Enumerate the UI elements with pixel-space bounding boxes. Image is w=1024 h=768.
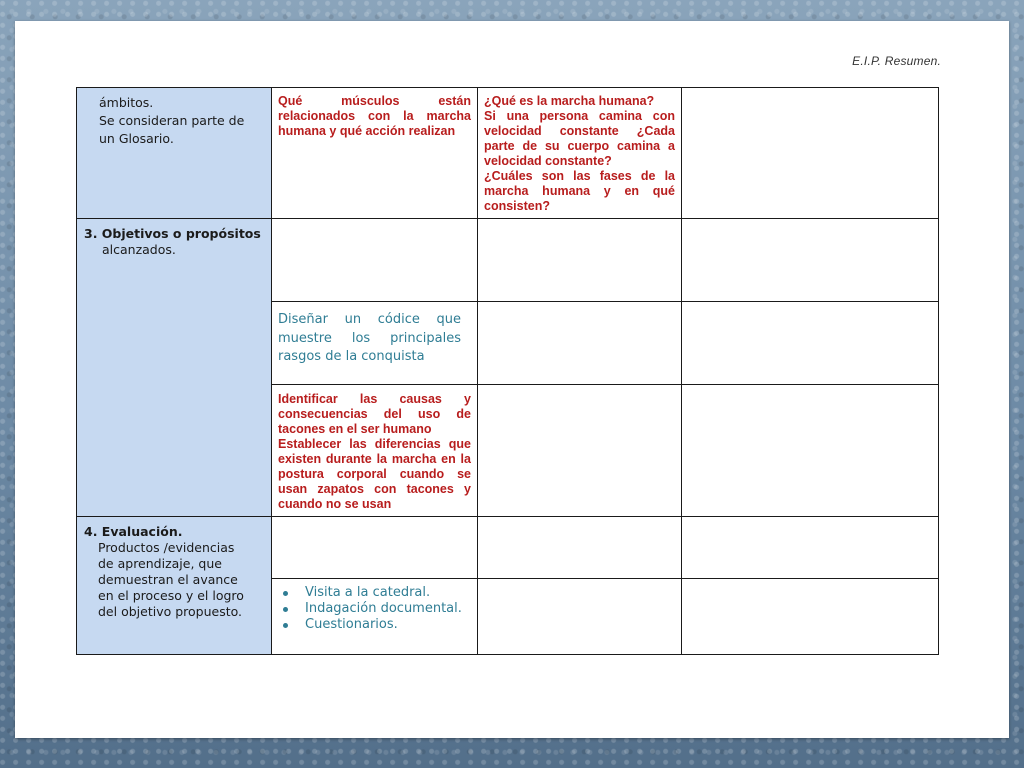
table-cell <box>478 302 682 385</box>
row-label-title: 3. Objetivos o propósitos <box>84 226 261 241</box>
table-cell <box>682 385 939 517</box>
row-label-line: en el proceso y el logro <box>98 588 244 603</box>
evidence-list <box>272 579 477 633</box>
table-cell <box>272 579 478 655</box>
table-cell <box>272 88 478 219</box>
table-cell <box>478 579 682 655</box>
planning-table <box>76 87 939 655</box>
table-cell <box>478 385 682 517</box>
table-cell <box>682 579 939 655</box>
row-label-cell <box>77 88 272 219</box>
row-label-cell <box>77 517 272 655</box>
table-cell <box>272 517 478 579</box>
cell-text: Si una persona camina con velocidad constante ¿Cada parte de su cuerpo camina a velocidad constante? <box>484 109 675 168</box>
table-cell <box>478 517 682 579</box>
table-cell <box>682 302 939 385</box>
table-row <box>77 517 939 579</box>
list-item: Cuestionarios. <box>305 617 477 633</box>
row-label-line: ámbitos. <box>99 95 154 110</box>
bullet-icon <box>283 607 288 612</box>
row-label-line: un Glosario. <box>99 131 174 146</box>
table-cell <box>682 219 939 302</box>
table-cell <box>478 88 682 219</box>
list-item: Visita a la catedral. <box>305 585 477 601</box>
header-note: E.I.P. Resumen. <box>852 54 941 68</box>
row-label-title: 4. Evaluación. <box>84 524 183 539</box>
table-cell <box>272 219 478 302</box>
table-cell <box>478 219 682 302</box>
table-cell <box>272 302 478 385</box>
row-label-line: alcanzados. <box>102 242 176 257</box>
cell-text: Identificar las causas y consecuencias del uso de tacones en el ser humano <box>278 392 471 436</box>
cell-text: Diseñar un códice que muestre los principales rasgos de la conquista <box>278 312 461 364</box>
cell-text: ¿Qué es la marcha humana? <box>484 94 655 108</box>
row-label-line: Se consideran parte de <box>99 113 245 128</box>
cell-text: Establecer las diferencias que existen durante la marcha en la postura corporal cuando se usan zapatos con tacones y cuando no se usan <box>278 437 471 511</box>
row-label-line: del objetivo propuesto. <box>98 604 243 619</box>
bullet-icon <box>283 623 288 628</box>
table-cell <box>682 88 939 219</box>
slide-page <box>15 21 1009 738</box>
cell-text: ¿Cuáles son las fases de la marcha humana y en qué consisten? <box>484 169 675 213</box>
table-cell <box>682 517 939 579</box>
bullet-icon <box>283 591 288 596</box>
row-label-cell <box>77 219 272 517</box>
row-label-line: de aprendizaje, que <box>98 556 222 571</box>
table-row <box>77 219 939 302</box>
cell-text: Qué músculos están relacionados con la marcha humana y qué acción realizan <box>278 94 471 138</box>
table-cell <box>272 385 478 517</box>
row-label-line: Productos /evidencias <box>98 540 235 555</box>
list-item: Indagación documental. <box>305 601 477 617</box>
row-label-line: demuestran el avance <box>98 572 238 587</box>
table-row <box>77 88 939 219</box>
